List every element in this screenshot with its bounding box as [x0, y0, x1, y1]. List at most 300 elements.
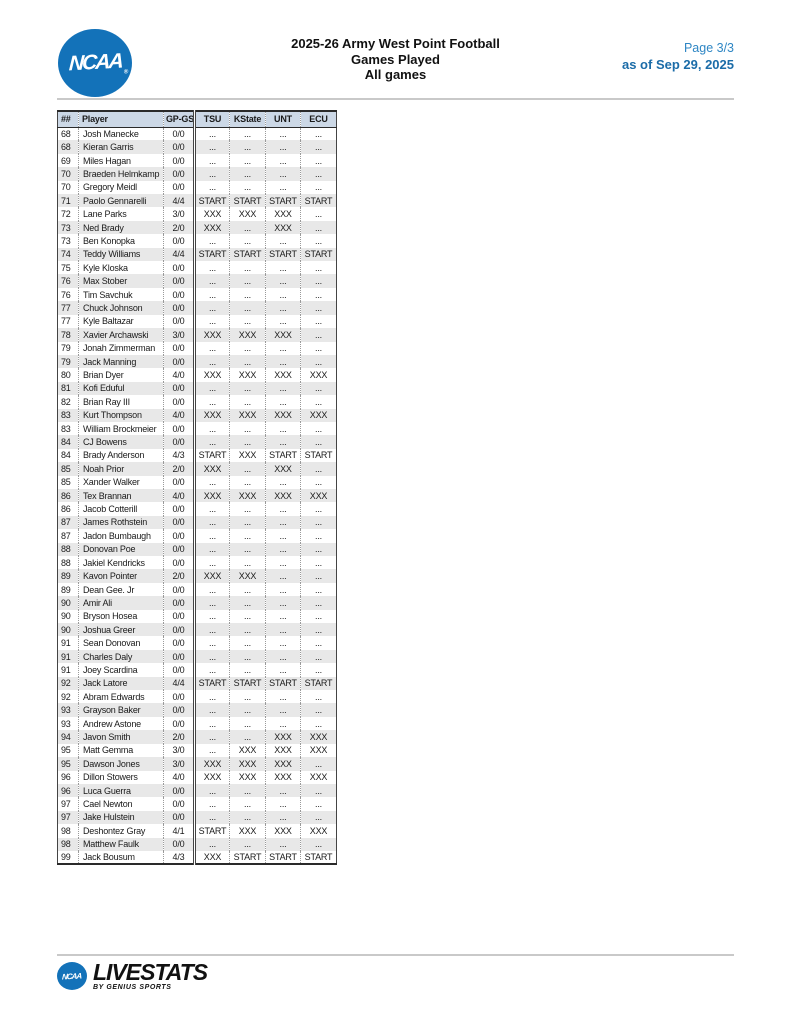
player-name-cell: CJ Bowens	[79, 435, 164, 448]
gp-gs-cell: 0/0	[164, 583, 195, 596]
game-ecu-cell: ...	[301, 261, 337, 274]
gp-gs-cell: 0/0	[164, 703, 195, 716]
table-row	[58, 543, 337, 556]
table-row	[58, 368, 337, 381]
game-tsu-cell: ...	[195, 529, 230, 542]
table-row	[58, 636, 337, 649]
game-kstate-cell: START	[230, 248, 266, 261]
game-tsu-cell: ...	[195, 301, 230, 314]
game-kstate-cell: ...	[230, 288, 266, 301]
game-kstate-cell: XXX	[230, 569, 266, 582]
player-name-cell: Joshua Greer	[79, 623, 164, 636]
game-tsu-cell: XXX	[195, 221, 230, 234]
game-kstate-cell: ...	[230, 730, 266, 743]
footer-brand	[57, 959, 208, 991]
game-tsu-cell: ...	[195, 838, 230, 851]
game-kstate-cell: XXX	[230, 771, 266, 784]
game-unt-cell: XXX	[266, 744, 301, 757]
game-tsu-cell: ...	[195, 583, 230, 596]
game-kstate-cell: XXX	[230, 449, 266, 462]
game-unt-cell: XXX	[266, 757, 301, 770]
ncaa-logo-text: NCAA ®	[67, 49, 129, 76]
game-unt-cell: ...	[266, 422, 301, 435]
game-unt-cell: XXX	[266, 824, 301, 837]
game-ecu-cell: ...	[301, 838, 337, 851]
game-unt-cell: ...	[266, 623, 301, 636]
player-name-cell: Charles Daly	[79, 650, 164, 663]
player-number-cell: 92	[61, 691, 71, 702]
gp-gs-cell: 4/3	[164, 449, 195, 462]
game-unt-cell: ...	[266, 663, 301, 676]
gp-gs-cell: 4/4	[164, 248, 195, 261]
table-row	[58, 140, 337, 153]
gp-gs-cell: 0/0	[164, 811, 195, 824]
game-tsu-cell: ...	[195, 556, 230, 569]
gp-gs-cell: 0/0	[164, 342, 195, 355]
game-tsu-cell: ...	[195, 610, 230, 623]
table-row	[58, 315, 337, 328]
table-row	[58, 435, 337, 448]
game-kstate-cell: ...	[230, 556, 266, 569]
table-row	[58, 556, 337, 569]
game-ecu-cell: XXX	[301, 744, 337, 757]
game-unt-cell: ...	[266, 274, 301, 287]
gp-gs-cell: 0/0	[164, 838, 195, 851]
game-ecu-cell: ...	[301, 596, 337, 609]
game-tsu-cell: ...	[195, 703, 230, 716]
table-row	[58, 529, 337, 542]
game-unt-cell: ...	[266, 181, 301, 194]
player-name-cell: Kyle Kloska	[79, 261, 164, 274]
table-row	[58, 181, 337, 194]
game-tsu-cell: START	[195, 194, 230, 207]
gp-gs-cell: 3/0	[164, 207, 195, 220]
game-tsu-cell: ...	[195, 717, 230, 730]
game-tsu-cell: ...	[195, 288, 230, 301]
game-kstate-cell: ...	[230, 127, 266, 140]
table-row	[58, 650, 337, 663]
game-kstate-cell: START	[230, 677, 266, 690]
table-row	[58, 690, 337, 703]
game-kstate-cell: ...	[230, 342, 266, 355]
game-kstate-cell: XXX	[230, 744, 266, 757]
col-header-unt: UNT	[266, 111, 301, 127]
player-name-cell: Brian Ray III	[79, 395, 164, 408]
table-row	[58, 502, 337, 515]
game-ecu-cell: XXX	[301, 368, 337, 381]
gp-gs-cell: 0/0	[164, 623, 195, 636]
player-name-cell: Jack Bousum	[79, 851, 164, 864]
game-tsu-cell: XXX	[195, 368, 230, 381]
game-ecu-cell: ...	[301, 636, 337, 649]
game-ecu-cell: ...	[301, 301, 337, 314]
game-tsu-cell: XXX	[195, 489, 230, 502]
player-number-cell: 71	[61, 195, 71, 206]
player-number-cell: 73	[61, 235, 71, 246]
game-unt-cell: ...	[266, 596, 301, 609]
gp-gs-cell: 4/0	[164, 368, 195, 381]
game-kstate-cell: XXX	[230, 328, 266, 341]
game-tsu-cell: START	[195, 449, 230, 462]
game-kstate-cell: START	[230, 851, 266, 864]
game-ecu-cell: ...	[301, 757, 337, 770]
game-kstate-cell: ...	[230, 261, 266, 274]
table-row	[58, 301, 337, 314]
game-unt-cell: START	[266, 677, 301, 690]
game-ecu-cell: ...	[301, 583, 337, 596]
game-unt-cell: ...	[266, 797, 301, 810]
game-tsu-cell: ...	[195, 181, 230, 194]
player-number-cell: 79	[61, 356, 71, 367]
player-name-cell: Braeden Helmkamp	[79, 167, 164, 180]
game-ecu-cell: ...	[301, 797, 337, 810]
player-name-cell: Dillon Stowers	[79, 771, 164, 784]
game-kstate-cell: ...	[230, 650, 266, 663]
player-name-cell: Gregory Meidl	[79, 181, 164, 194]
game-kstate-cell: ...	[230, 811, 266, 824]
player-number-cell: 90	[61, 597, 71, 608]
player-number-cell: 97	[61, 799, 71, 810]
game-kstate-cell: ...	[230, 422, 266, 435]
game-ecu-cell: ...	[301, 288, 337, 301]
game-ecu-cell: ...	[301, 703, 337, 716]
player-number-cell: 95	[61, 745, 71, 756]
game-unt-cell: ...	[266, 315, 301, 328]
player-name-cell: Andrew Astone	[79, 717, 164, 730]
game-kstate-cell: ...	[230, 154, 266, 167]
player-number-cell: 88	[61, 544, 71, 555]
player-number-cell: 78	[61, 329, 71, 340]
table-row	[58, 757, 337, 770]
table-row	[58, 824, 337, 837]
player-name-cell: Grayson Baker	[79, 703, 164, 716]
player-name-cell: Donovan Poe	[79, 543, 164, 556]
game-ecu-cell: ...	[301, 650, 337, 663]
gp-gs-cell: 4/4	[164, 677, 195, 690]
game-unt-cell: ...	[266, 690, 301, 703]
game-ecu-cell: START	[301, 194, 337, 207]
table-row	[58, 127, 337, 140]
game-kstate-cell: ...	[230, 382, 266, 395]
game-unt-cell: XXX	[266, 328, 301, 341]
table-row	[58, 422, 337, 435]
player-number-cell: 85	[61, 477, 71, 488]
player-number-cell: 68	[61, 128, 71, 139]
table-row	[58, 288, 337, 301]
game-unt-cell: ...	[266, 476, 301, 489]
game-ecu-cell: ...	[301, 462, 337, 475]
game-unt-cell: ...	[266, 167, 301, 180]
player-number-cell: 92	[61, 678, 71, 689]
gp-gs-cell: 0/0	[164, 543, 195, 556]
game-tsu-cell: ...	[195, 744, 230, 757]
game-kstate-cell: ...	[230, 529, 266, 542]
gp-gs-cell: 0/0	[164, 556, 195, 569]
gp-gs-cell: 0/0	[164, 154, 195, 167]
game-ecu-cell: ...	[301, 476, 337, 489]
player-name-cell: Javon Smith	[79, 730, 164, 743]
game-unt-cell: XXX	[266, 489, 301, 502]
game-kstate-cell: ...	[230, 435, 266, 448]
gp-gs-cell: 0/0	[164, 650, 195, 663]
game-unt-cell: START	[266, 194, 301, 207]
player-number-cell: 90	[61, 624, 71, 635]
game-unt-cell: ...	[266, 838, 301, 851]
game-tsu-cell: ...	[195, 797, 230, 810]
game-unt-cell: XXX	[266, 462, 301, 475]
game-tsu-cell: XXX	[195, 569, 230, 582]
col-header-gpgs: GP-GS	[164, 111, 195, 127]
player-number-cell: 84	[61, 450, 71, 461]
player-number-cell: 90	[61, 611, 71, 622]
game-ecu-cell: START	[301, 677, 337, 690]
game-ecu-cell: XXX	[301, 409, 337, 422]
gp-gs-cell: 3/0	[164, 744, 195, 757]
game-unt-cell: ...	[266, 556, 301, 569]
player-name-cell: Ned Brady	[79, 221, 164, 234]
game-kstate-cell: XXX	[230, 757, 266, 770]
gp-gs-cell: 0/0	[164, 663, 195, 676]
game-tsu-cell: ...	[195, 663, 230, 676]
gp-gs-cell: 0/0	[164, 516, 195, 529]
game-ecu-cell: ...	[301, 502, 337, 515]
game-tsu-cell: XXX	[195, 851, 230, 864]
game-unt-cell: ...	[266, 636, 301, 649]
player-number-cell: 95	[61, 758, 71, 769]
table-row	[58, 207, 337, 220]
game-unt-cell: ...	[266, 382, 301, 395]
game-tsu-cell: XXX	[195, 757, 230, 770]
game-unt-cell: START	[266, 851, 301, 864]
game-tsu-cell: ...	[195, 543, 230, 556]
game-unt-cell: ...	[266, 543, 301, 556]
game-kstate-cell: ...	[230, 476, 266, 489]
game-tsu-cell: ...	[195, 382, 230, 395]
game-tsu-cell: XXX	[195, 771, 230, 784]
game-ecu-cell: ...	[301, 569, 337, 582]
player-number-cell: 77	[61, 302, 71, 313]
game-unt-cell: ...	[266, 569, 301, 582]
player-number-cell: 97	[61, 812, 71, 823]
game-kstate-cell: ...	[230, 703, 266, 716]
game-tsu-cell: XXX	[195, 328, 230, 341]
game-unt-cell: XXX	[266, 409, 301, 422]
table-row	[58, 623, 337, 636]
game-tsu-cell: ...	[195, 730, 230, 743]
registered-mark: ®	[123, 69, 129, 76]
gp-gs-cell: 4/0	[164, 409, 195, 422]
game-ecu-cell: ...	[301, 154, 337, 167]
player-number-cell: 99	[61, 852, 71, 863]
player-number-cell: 68	[61, 142, 71, 153]
player-number-cell: 76	[61, 289, 71, 300]
game-ecu-cell: ...	[301, 221, 337, 234]
game-kstate-cell: ...	[230, 355, 266, 368]
player-number-cell: 98	[61, 825, 71, 836]
game-tsu-cell: ...	[195, 154, 230, 167]
gp-gs-cell: 2/0	[164, 221, 195, 234]
gp-gs-cell: 0/0	[164, 355, 195, 368]
player-name-cell: Josh Manecke	[79, 127, 164, 140]
game-kstate-cell: ...	[230, 636, 266, 649]
gp-gs-cell: 0/0	[164, 274, 195, 287]
player-name-cell: Lane Parks	[79, 207, 164, 220]
game-ecu-cell: XXX	[301, 730, 337, 743]
game-kstate-cell: ...	[230, 395, 266, 408]
player-name-cell: Tim Savchuk	[79, 288, 164, 301]
game-unt-cell: ...	[266, 355, 301, 368]
game-unt-cell: ...	[266, 811, 301, 824]
player-name-cell: Xavier Archawski	[79, 328, 164, 341]
game-unt-cell: XXX	[266, 368, 301, 381]
game-kstate-cell: ...	[230, 784, 266, 797]
game-unt-cell: START	[266, 248, 301, 261]
game-tsu-cell: ...	[195, 502, 230, 515]
game-kstate-cell: ...	[230, 516, 266, 529]
game-tsu-cell: ...	[195, 784, 230, 797]
player-name-cell: James Rothstein	[79, 516, 164, 529]
game-kstate-cell: ...	[230, 301, 266, 314]
gp-gs-cell: 0/0	[164, 422, 195, 435]
game-unt-cell: ...	[266, 261, 301, 274]
player-name-cell: Joey Scardina	[79, 663, 164, 676]
livestats-wordmark	[93, 959, 208, 991]
table-row	[58, 703, 337, 716]
game-tsu-cell: XXX	[195, 409, 230, 422]
player-name-cell: Jacob Cotterill	[79, 502, 164, 515]
player-number-cell: 83	[61, 410, 71, 421]
gp-gs-cell: 0/0	[164, 140, 195, 153]
table-row	[58, 462, 337, 475]
game-unt-cell: ...	[266, 784, 301, 797]
game-unt-cell: ...	[266, 583, 301, 596]
table-row	[58, 596, 337, 609]
player-name-cell: Kurt Thompson	[79, 409, 164, 422]
game-ecu-cell: ...	[301, 529, 337, 542]
player-name-cell: Miles Hagan	[79, 154, 164, 167]
game-unt-cell: START	[266, 449, 301, 462]
gp-gs-cell: 0/0	[164, 181, 195, 194]
player-name-cell: Jack Manning	[79, 355, 164, 368]
gp-gs-cell: 4/0	[164, 489, 195, 502]
game-kstate-cell: ...	[230, 596, 266, 609]
game-unt-cell: ...	[266, 703, 301, 716]
game-kstate-cell: ...	[230, 690, 266, 703]
player-name-cell: Sean Donovan	[79, 636, 164, 649]
game-unt-cell: ...	[266, 610, 301, 623]
player-number-cell: 76	[61, 276, 71, 287]
game-ecu-cell: XXX	[301, 771, 337, 784]
player-name-cell: Brian Dyer	[79, 368, 164, 381]
gp-gs-cell: 0/0	[164, 234, 195, 247]
player-number-cell: 89	[61, 584, 71, 595]
table-row	[58, 717, 337, 730]
game-tsu-cell: ...	[195, 261, 230, 274]
player-number-cell: 86	[61, 504, 71, 515]
game-tsu-cell: XXX	[195, 207, 230, 220]
table-header-row	[58, 111, 337, 127]
game-kstate-cell: XXX	[230, 489, 266, 502]
game-tsu-cell: ...	[195, 811, 230, 824]
player-name-cell: Jadon Bumbaugh	[79, 529, 164, 542]
table-row	[58, 569, 337, 582]
player-number-cell: 96	[61, 772, 71, 783]
table-row	[58, 771, 337, 784]
game-tsu-cell: ...	[195, 315, 230, 328]
player-number-cell: 83	[61, 423, 71, 434]
table-header	[58, 111, 337, 127]
table-row	[58, 476, 337, 489]
game-kstate-cell: ...	[230, 610, 266, 623]
gp-gs-cell: 0/0	[164, 797, 195, 810]
player-number-cell: 85	[61, 463, 71, 474]
game-tsu-cell: ...	[195, 167, 230, 180]
player-name-cell: Teddy Williams	[79, 248, 164, 261]
gp-gs-cell: 0/0	[164, 596, 195, 609]
player-name-cell: Max Stober	[79, 274, 164, 287]
gp-gs-cell: 0/0	[164, 288, 195, 301]
player-number-cell: 89	[61, 571, 71, 582]
games-played-table	[57, 110, 337, 865]
game-kstate-cell: ...	[230, 838, 266, 851]
game-tsu-cell: XXX	[195, 462, 230, 475]
table-row	[58, 730, 337, 743]
gp-gs-cell: 0/0	[164, 301, 195, 314]
game-kstate-cell: ...	[230, 167, 266, 180]
game-ecu-cell: ...	[301, 207, 337, 220]
game-ecu-cell: ...	[301, 274, 337, 287]
player-name-cell: Paolo Gennarelli	[79, 194, 164, 207]
game-ecu-cell: ...	[301, 382, 337, 395]
game-kstate-cell: XXX	[230, 824, 266, 837]
gp-gs-cell: 0/0	[164, 636, 195, 649]
game-unt-cell: ...	[266, 502, 301, 515]
game-tsu-cell: ...	[195, 476, 230, 489]
player-name-cell: Chuck Johnson	[79, 301, 164, 314]
gp-gs-cell: 0/0	[164, 690, 195, 703]
table-row	[58, 489, 337, 502]
player-number-cell: 93	[61, 718, 71, 729]
gp-gs-cell: 2/0	[164, 462, 195, 475]
gp-gs-cell: 0/0	[164, 395, 195, 408]
game-tsu-cell: ...	[195, 422, 230, 435]
table-row	[58, 395, 337, 408]
ncaa-footer-logo	[57, 962, 87, 990]
player-number-cell: 79	[61, 343, 71, 354]
game-ecu-cell: ...	[301, 435, 337, 448]
gp-gs-cell: 4/0	[164, 771, 195, 784]
game-ecu-cell: ...	[301, 556, 337, 569]
player-name-cell: Cael Newton	[79, 797, 164, 810]
player-number-cell: 96	[61, 785, 71, 796]
gp-gs-cell: 3/0	[164, 757, 195, 770]
game-unt-cell: XXX	[266, 207, 301, 220]
player-number-cell: 80	[61, 370, 71, 381]
gp-gs-cell: 0/0	[164, 529, 195, 542]
player-name-cell: Xander Walker	[79, 476, 164, 489]
gp-gs-cell: 2/0	[164, 730, 195, 743]
game-tsu-cell: ...	[195, 395, 230, 408]
game-kstate-cell: ...	[230, 717, 266, 730]
gp-gs-cell: 0/0	[164, 610, 195, 623]
gp-gs-cell: 0/0	[164, 502, 195, 515]
table-row	[58, 328, 337, 341]
player-name-cell: Kavon Pointer	[79, 569, 164, 582]
as-of-date: as of Sep 29, 2025	[621, 57, 734, 72]
player-name-cell: Kofi Eduful	[79, 382, 164, 395]
title-line-3: All games	[364, 67, 427, 82]
player-number-cell: 82	[61, 396, 71, 407]
